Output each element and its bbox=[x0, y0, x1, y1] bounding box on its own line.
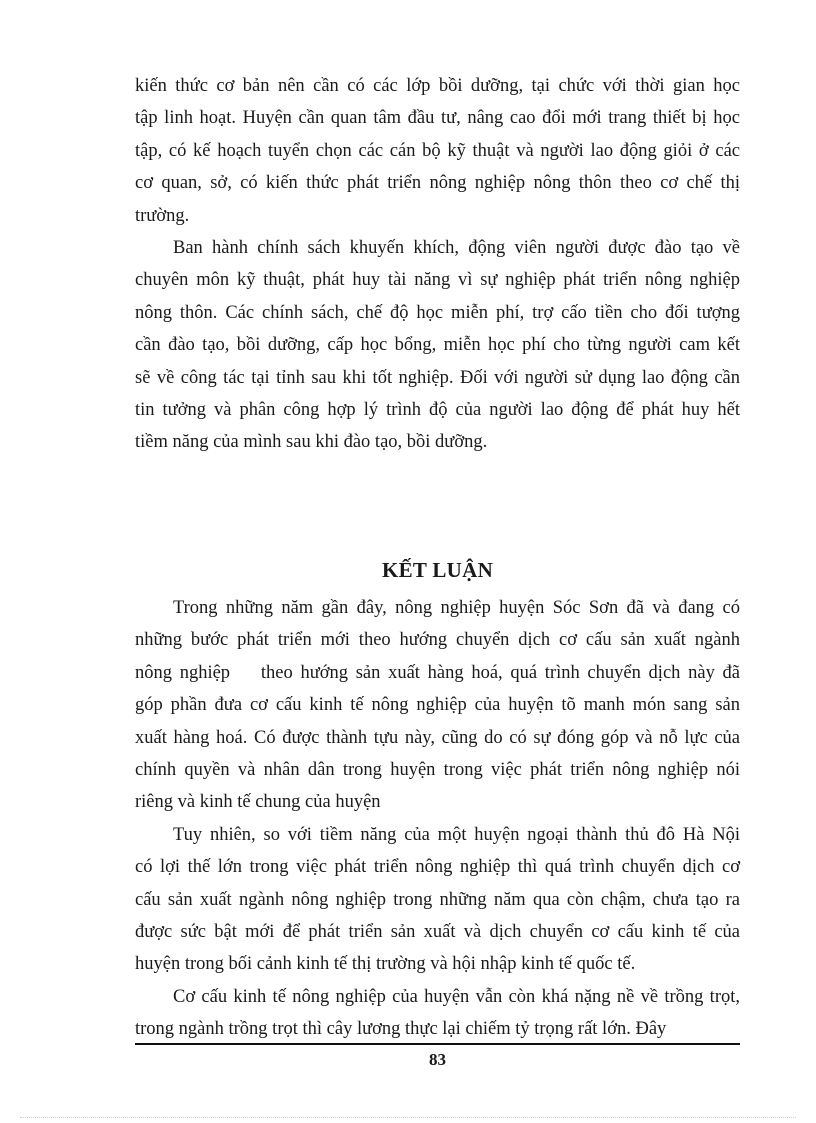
text-line: Tuy nhiên, so với tiềm năng của một huyện ngoại thành thủ đô Hà Nội bbox=[173, 824, 740, 845]
text-line: trường. bbox=[135, 205, 190, 226]
text-line: Trong những năm gần đây, nông nghiệp huyện Sóc Sơn đã và đang có bbox=[173, 598, 740, 618]
text-line: Cơ cấu kinh tế nông nghiệp của huyện vẫn còn khá nặng nề về trồng trọt, bbox=[173, 986, 740, 1007]
text-line: nông thôn. Các chính sách, chế độ học miễn phí, trợ cấo tiền cho đối tượng bbox=[135, 302, 740, 323]
text-line: riêng và kinh tế chung của huyện bbox=[135, 792, 381, 813]
paragraph-conclusion-structure bbox=[135, 981, 740, 1046]
paragraph-conclusion-however bbox=[135, 819, 740, 981]
page-number: 83 bbox=[429, 1050, 446, 1069]
text-line: được sức bật mới để phát triển sản xuất và dịch chuyển cơ cấu kinh tế của bbox=[135, 922, 740, 943]
text-line: những bước phát triển mới theo hướng chuyển dịch cơ cấu sản xuất ngành bbox=[135, 630, 740, 651]
text-line: góp phần đưa cơ cấu kinh tế nông nghiệp của huyện tõ manh món sang sản bbox=[135, 695, 740, 716]
page-edge-divider bbox=[20, 1117, 796, 1118]
conclusion-heading: KẾT LUẬN bbox=[381, 558, 494, 582]
paragraph-training-courses bbox=[135, 70, 740, 232]
text-line: tập, có kế hoạch tuyển chọn các cán bộ kỹ thuật và người lao động giỏi ở các bbox=[135, 140, 740, 161]
paragraph-conclusion-intro bbox=[135, 592, 740, 819]
text-line: kiến thức cơ bản nên cần có các lớp bồi dưỡng, tại chức với thời gian học bbox=[135, 76, 740, 96]
text-line: cơ quan, sở, có kiến thức phát triển nông nghiệp nông thôn theo cơ chế thị bbox=[135, 173, 740, 194]
paragraph-incentive-policy bbox=[135, 232, 740, 459]
text-line: tập linh hoạt. Huyện cần quan tâm đầu tư, nâng cao đổi mới trang thiết bị học bbox=[135, 108, 740, 129]
text-line: chuyên môn kỹ thuật, phát huy tài năng vì sự nghiệp phát triển nông nghiệp bbox=[135, 270, 740, 291]
body-text-conclusion bbox=[135, 592, 740, 1046]
text-line: sẽ về công tác tại tỉnh sau khi tốt nghiệp. Đối với người sử dụng lao động cần bbox=[135, 367, 740, 388]
text-line: cấu sản xuất ngành nông nghiệp trong những năm qua còn chậm, chưa tạo ra bbox=[135, 889, 740, 910]
text-line: xuất hàng hoá. Có được thành tựu này, cũng do có sự đóng góp và nỗ lực của bbox=[135, 727, 740, 748]
text-line: có lợi thế lớn trong việc phát triển nông nghiệp thì quá trình chuyển dịch cơ bbox=[135, 857, 740, 878]
text-line: tin tưởng và phân công hợp lý trình độ của người lao động để phát huy hết bbox=[135, 400, 740, 421]
text-line: huyện trong bối cảnh kinh tế thị trường và hội nhập kinh tế quốc tế. bbox=[135, 954, 636, 975]
text-line: nông nghiệp theo hướng sản xuất hàng hoá, quá trình chuyển dịch này đã bbox=[135, 662, 740, 683]
text-line: Ban hành chính sách khuyến khích, động viên người được đào tạo về bbox=[173, 238, 740, 259]
footer-rule bbox=[135, 1043, 740, 1045]
text-line: trong ngành trồng trọt thì cây lương thực lại chiếm tỷ trọng rất lớn. Đây bbox=[135, 1019, 667, 1040]
body-text-top bbox=[135, 70, 740, 459]
text-line: cần đào tạo, bồi dưỡng, cấp học bổng, miễn học phí cho từng người cam kết bbox=[135, 335, 740, 356]
text-line: chính quyền và nhân dân trong huyện trong việc phát triển nông nghiệp nói bbox=[135, 760, 740, 781]
text-line: tiềm năng của mình sau khi đào tạo, bồi dưỡng. bbox=[135, 432, 488, 453]
